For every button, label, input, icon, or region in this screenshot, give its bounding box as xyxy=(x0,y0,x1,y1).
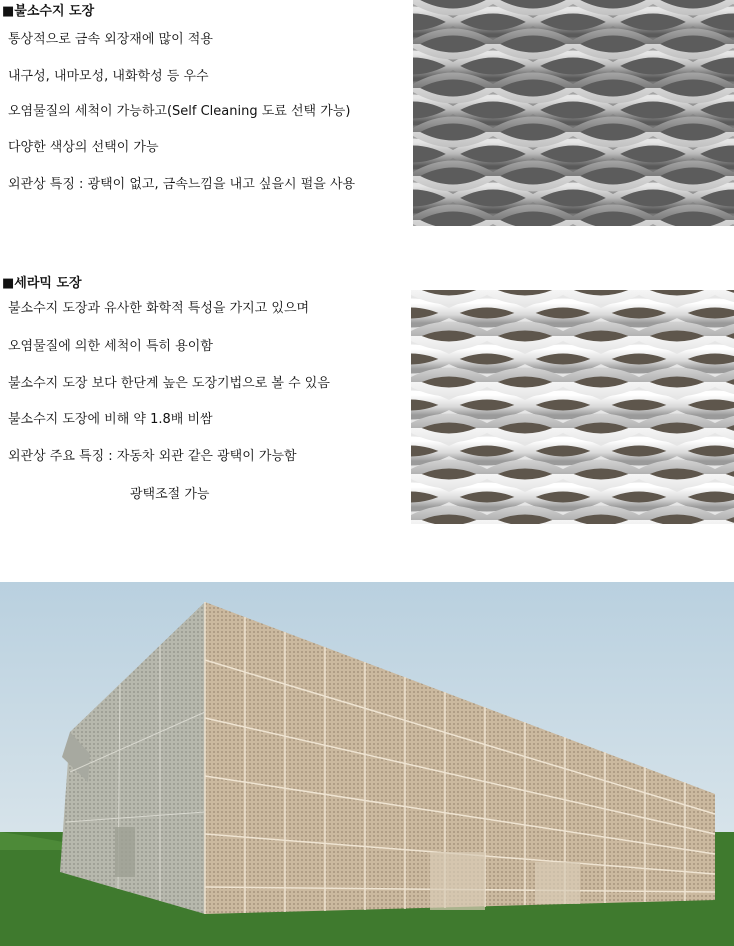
text-line: 통상적으로 금속 외장재에 많이 적용 xyxy=(8,32,213,47)
text-line: 외관상 특징 : 광택이 없고, 금속느낌을 내고 싶을시 펄을 사용 xyxy=(8,177,356,192)
text-line: 내구성, 내마모성, 내화학성 등 우수 xyxy=(8,69,209,84)
text-line: 외관상 주요 특징 : 자동차 외관 같은 광택이 가능함 xyxy=(8,449,297,464)
section-title-fluororesin: ■불소수지 도장 xyxy=(2,4,95,19)
text-line: 오염물질에 의한 세척이 특히 용이함 xyxy=(8,339,213,354)
building-rendering-photo xyxy=(0,582,734,946)
text-line: 오염물질의 세척이 가능하고(Self Cleaning 도료 선택 가능) xyxy=(8,104,351,119)
text-line: 불소수지 도장에 비해 약 1.8배 비쌈 xyxy=(8,412,213,427)
white-mesh-photo xyxy=(411,290,734,524)
text-line: 다양한 색상의 선택이 가능 xyxy=(8,140,159,155)
text-line: 광택조절 가능 xyxy=(130,487,210,502)
text-line: 불소수지 도장과 유사한 화학적 특성을 가지고 있으며 xyxy=(8,301,310,316)
text-line: 불소수지 도장 보다 한단계 높은 도장기법으로 볼 수 있음 xyxy=(8,376,330,391)
gray-mesh-photo xyxy=(413,0,734,226)
section-title-ceramic: ■세라믹 도장 xyxy=(2,276,82,291)
